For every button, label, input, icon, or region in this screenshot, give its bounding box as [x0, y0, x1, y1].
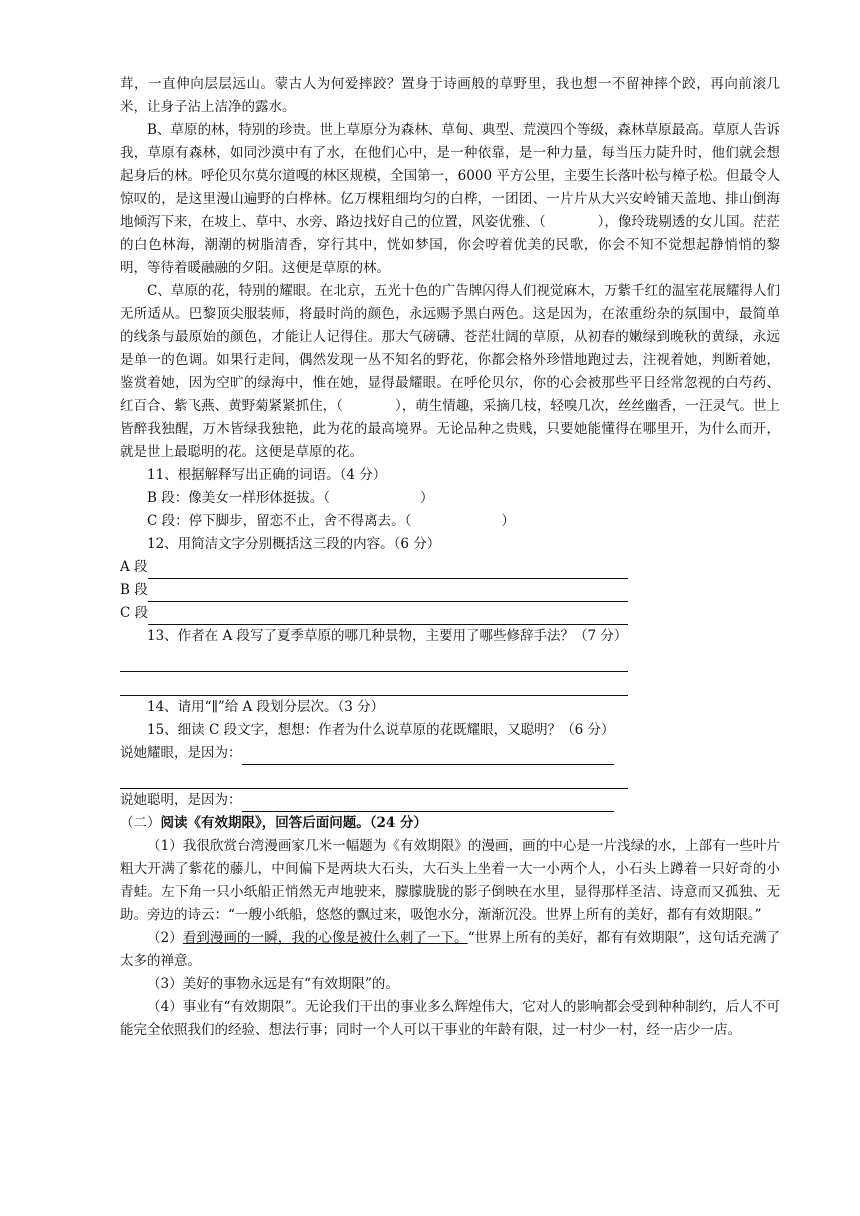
section-2-title: 阅读《有效期限》，回答后面问题。（24 分） [160, 815, 427, 831]
passage-b [120, 119, 780, 280]
passage-c [120, 280, 780, 464]
passage-a-tail: 茸，一直伸向层层远山。蒙古人为何爱摔跤？置身于诗画般的草野里，我也想一不留神摔个跤，再向前滚几米，让身子沾上洁净的露水。 [120, 76, 780, 115]
q13-answer-line-1[interactable] [120, 656, 628, 672]
q11-b-close: ） [419, 490, 434, 506]
p2-prefix: （2） [147, 930, 183, 946]
question-12: 12、用简洁文字分别概括这三段的内容。（6 分） [147, 536, 441, 552]
section-2-paragraph-2 [120, 927, 780, 973]
section-2-paragraph-1: （1）我很欣赏台湾漫画家几米一幅题为《有效期限》的漫画，画的中心是一片浅绿的水，上部有一些叶片粗大开满了紫花的藤儿，中间偏下是两块大石头，大石头上坐着一大一小两个人，小石头上蹲着一只好奇的小青蛙。左下角一只小纸船正悄然无声地驶来，朦朦胧胧的影子倒映在水里，显得那样圣洁、诗意而又孤独、无助。旁边的诗云：“一艘小纸船，悠悠的飘过来，吸饱水分，渐渐沉没。世界上所有的美好，都有有效期限。” [120, 838, 780, 923]
passage-b-part2: ），像玲珑剔透的女儿国。茫茫的白色林海，潮潮的树脂清香，穿行其中，恍如梦国，你会哼着优美的民歌，你会不知不觉想起静悄悄的黎明，等待着暖融融的夕阳。这便是草原的林。 [120, 214, 781, 276]
q11-c-prompt: C 段：停下脚步，留恋不止，舍不得离去。（ [147, 513, 412, 529]
q15-dazzle-answer-line-2[interactable] [120, 773, 628, 789]
q15-dazzle-row [120, 742, 780, 765]
q15-dazzle-answer-line[interactable] [242, 749, 614, 765]
question-11: 11、根据解释写出正确的词语。（4 分） [147, 467, 387, 483]
question-13: 13、作者在 A 段写了夏季草原的哪几种景物，主要用了哪些修辞手法？（7 分） [147, 628, 628, 644]
section-2-heading [120, 812, 780, 835]
p2-rest: “世界上所有的美好，都有有效期限”，这句话充满了太多的禅意。 [120, 930, 781, 969]
section-2-paragraph-4: （4）事业有“有效期限”。无论我们干出的事业多么辉煌伟大，它对人的影响都会受到种种制约，后人不可能完全依照我们的经验、想法行事；同时一个人可以干事业的年龄有限，过一村少一村，经一店少一店。 [120, 999, 780, 1038]
section-2-paragraph-3: （3）美好的事物永远是有“有效期限”的。 [147, 976, 399, 992]
q12-a-label: A 段 [120, 559, 148, 575]
q15-smart-answer-line[interactable] [242, 796, 614, 812]
question-11-c [120, 510, 780, 533]
q12-c-answer-line[interactable] [148, 609, 628, 625]
q12-c-row [120, 602, 780, 625]
q12-b-answer-line[interactable] [148, 586, 628, 602]
q13-answer-line-2[interactable] [120, 680, 628, 696]
q11-c-close: ） [501, 513, 515, 529]
passage-c-part2: ），萌生情趣，采摘几枝，轻嗅几次，丝丝幽香，一汪灵气。世上皆醉我独醒，万木皆绿我独艳，此为花的最高境界。无论品种之贵贱，只要她能懂得在哪里开，为什么而开，就是世上最聪明的花。这便是草原的花。 [120, 398, 781, 460]
question-11-b [120, 487, 780, 510]
q12-a-row [120, 556, 780, 579]
section-2-prefix: （二） [120, 815, 161, 831]
q11-b-prompt: B 段：像美女一样形体挺拔。（ [147, 490, 330, 506]
page-content [120, 73, 780, 1042]
passage-b-part1: B、草原的林，特别的珍贵。世上草原分为森林、草甸、典型、荒漠四个等级，森林草原最高。草原人告诉我，草原有森林，如同沙漠中有了水，在他们心中，是一种依靠，是一种力量，每当压力陡升时，他们就会想起身后的林。呼伦贝尔莫尔道嘎的林区规模，全国第一，6000 平方公里，主要生长落叶松与樟子松。但最令人惊叹的，是这里漫山遍野的白桦林。亿万棵粗细均匀的白桦，一团团、一片片从大兴安岭铺天盖地、排山倒海地倾泻下来，在坡上、草中、水旁、路边找好自己的位置，风姿优雅、（ [120, 122, 780, 230]
q12-a-answer-line[interactable] [148, 563, 628, 579]
q15-dazzle-label: 说她耀眼，是因为： [120, 745, 242, 761]
q15-smart-row [120, 789, 780, 812]
question-15: 15、细读 C 段文字，想想：作者为什么说草原的花既耀眼，又聪明？（6 分） [147, 722, 615, 738]
p2-underlined-sentence: 看到漫画的一瞬，我的心像是被什么刺了一下。 [182, 930, 468, 946]
q12-b-label: B 段 [120, 582, 148, 598]
passage-c-part1: C、草原的花，特别的耀眼。在北京，五光十色的广告牌闪得人们视觉麻木，万紫千红的温室花展耀得人们无所适从。巴黎顶尖服装师，将最时尚的颜色，永远赐予黑白两色。这是因为，在浓重纷杂的氛围中，最简单的线条与最原始的颜色，才能让人记得住。那大气磅礴、苍茫壮阔的草原，从初春的嫩绿到晚秋的黄绿，永远是单一的色调。如果行走间，偶然发现一丛不知名的野花，你都会格外珍惜地跑过去，注视着她，判断着她，鉴赏着她，因为空旷的绿海中，惟在她，显得最耀眼。在呼伦贝尔，你的心会被那些平日经常忽视的白芍药、红百合、紫飞燕、黄野菊紧紧抓住，（ [120, 283, 780, 414]
q12-c-label: C 段 [120, 605, 149, 621]
q12-b-row [120, 579, 780, 602]
question-14: 14、请用“∥”给 A 段划分层次。（3 分） [147, 699, 385, 715]
q15-smart-label: 说她聪明，是因为： [120, 792, 242, 808]
